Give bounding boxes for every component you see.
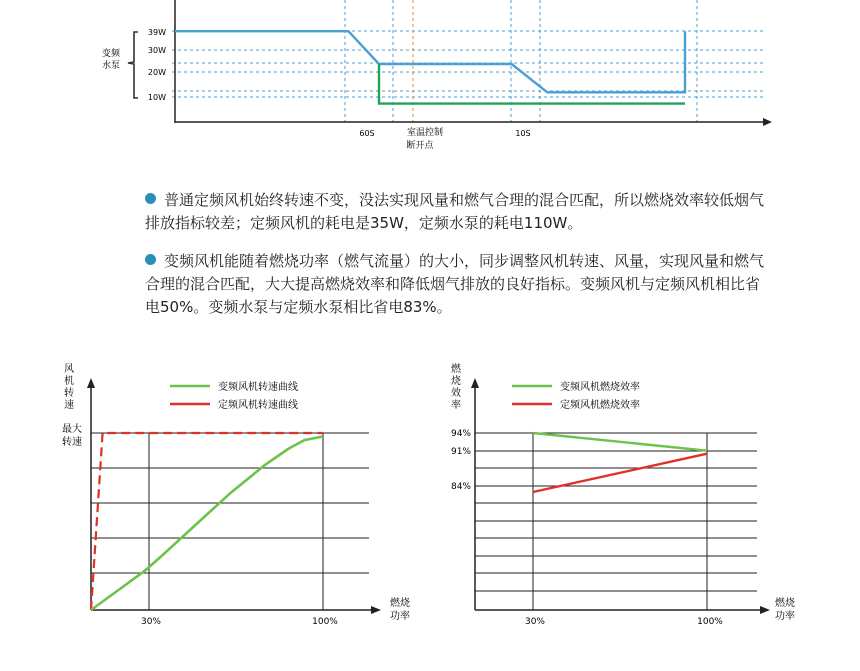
paragraph-fixed-fan [145, 189, 765, 235]
fan-grid [91, 433, 369, 610]
eff-xlabel: 功率 [775, 611, 795, 622]
bullet-dot-icon [145, 254, 156, 265]
eff-legend-red-label: 定频风机燃烧效率 [560, 400, 640, 411]
paragraph-fixed-fan-text: 普通定频风机始终转速不变，没法实现风量和燃气合理的混合匹配，所以燃烧效率较低烟气排放指标较差；定频风机的耗电是35W，定频水泵的耗电110W。 [145, 191, 765, 232]
eff-ylabel-char: 效 [451, 388, 461, 399]
eff-y-tick: 91% [450, 447, 471, 457]
fan-xlabel: 燃烧 [390, 598, 410, 609]
pump-y-ticks [148, 28, 166, 102]
fan-speed-chart [0, 350, 420, 640]
eff-y-axis-arrow [471, 378, 479, 388]
pump-y-tick: 39W [147, 28, 166, 37]
eff-ylabel-char: 燃 [451, 364, 461, 375]
pump-marker-thermostat: 室温控制 [406, 128, 444, 138]
pump-ylabel-line-1: 变频 [101, 49, 121, 59]
efficiency-chart [430, 350, 860, 640]
pump-x-axis-arrow [763, 118, 772, 126]
fan-max-speed-label: 转速 [62, 437, 82, 448]
pump-ylabel-line-2: 水泵 [101, 61, 121, 71]
pump-y-tick: 20W [147, 68, 166, 77]
eff-legend-green-label: 变频风机燃烧效率 [560, 382, 640, 393]
bullet-dot-icon [145, 193, 156, 204]
eff-x-tick: 100% [697, 617, 723, 627]
pump-y-tick: 30W [147, 46, 166, 55]
eff-y-tick: 84% [450, 482, 471, 492]
fan-x-tick: 100% [312, 617, 338, 627]
fan-variable-speed-curve [91, 437, 323, 611]
eff-ylabel-char: 烧 [451, 376, 461, 387]
fan-legend-red-label: 定频风机转速曲线 [218, 400, 298, 411]
pump-variable-pump-line [175, 31, 685, 92]
fan-y-axis-arrow [87, 378, 95, 388]
pump-ylabel-brace [128, 32, 138, 98]
pump-marker-cutoff: 断开点 [406, 141, 434, 151]
eff-ylabel-char: 率 [451, 400, 461, 411]
pump-y-tick: 10W [147, 93, 166, 102]
pump-marker-60s: 60S [359, 129, 375, 138]
pump-marker-10s: 10S [515, 129, 531, 138]
fan-legend-green-label: 变频风机转速曲线 [218, 382, 298, 393]
fan-x-axis-arrow [371, 606, 381, 614]
eff-variable-efficiency-line [533, 433, 707, 451]
eff-x-tick: 30% [524, 617, 546, 627]
pump-power-chart [0, 0, 860, 160]
pump-fixed-pump-line [379, 64, 685, 104]
eff-grid [475, 433, 757, 610]
fan-max-speed-label: 最大 [62, 424, 82, 435]
fan-ylabel-char: 风 [64, 364, 74, 375]
fan-ylabel-char: 转 [64, 388, 74, 399]
paragraph-variable-fan [145, 250, 765, 319]
eff-x-axis-arrow [760, 606, 770, 614]
fan-ylabel-char: 速 [64, 400, 74, 411]
eff-xlabel: 燃烧 [775, 598, 795, 609]
paragraph-variable-fan-text: 变频风机能随着燃烧功率（燃气流量）的大小，同步调整风机转速、风量，实现风量和燃气合理的混合匹配，大大提高燃烧效率和降低烟气排放的良好指标。变频风机与定频风机相比省电50%。变频水泵与定频水泵相比省电83%。 [145, 252, 765, 316]
fan-xlabel: 功率 [390, 611, 410, 622]
fan-x-tick: 30% [140, 617, 162, 627]
fan-ylabel-char: 机 [64, 376, 74, 387]
eff-y-tick: 94% [450, 429, 471, 439]
